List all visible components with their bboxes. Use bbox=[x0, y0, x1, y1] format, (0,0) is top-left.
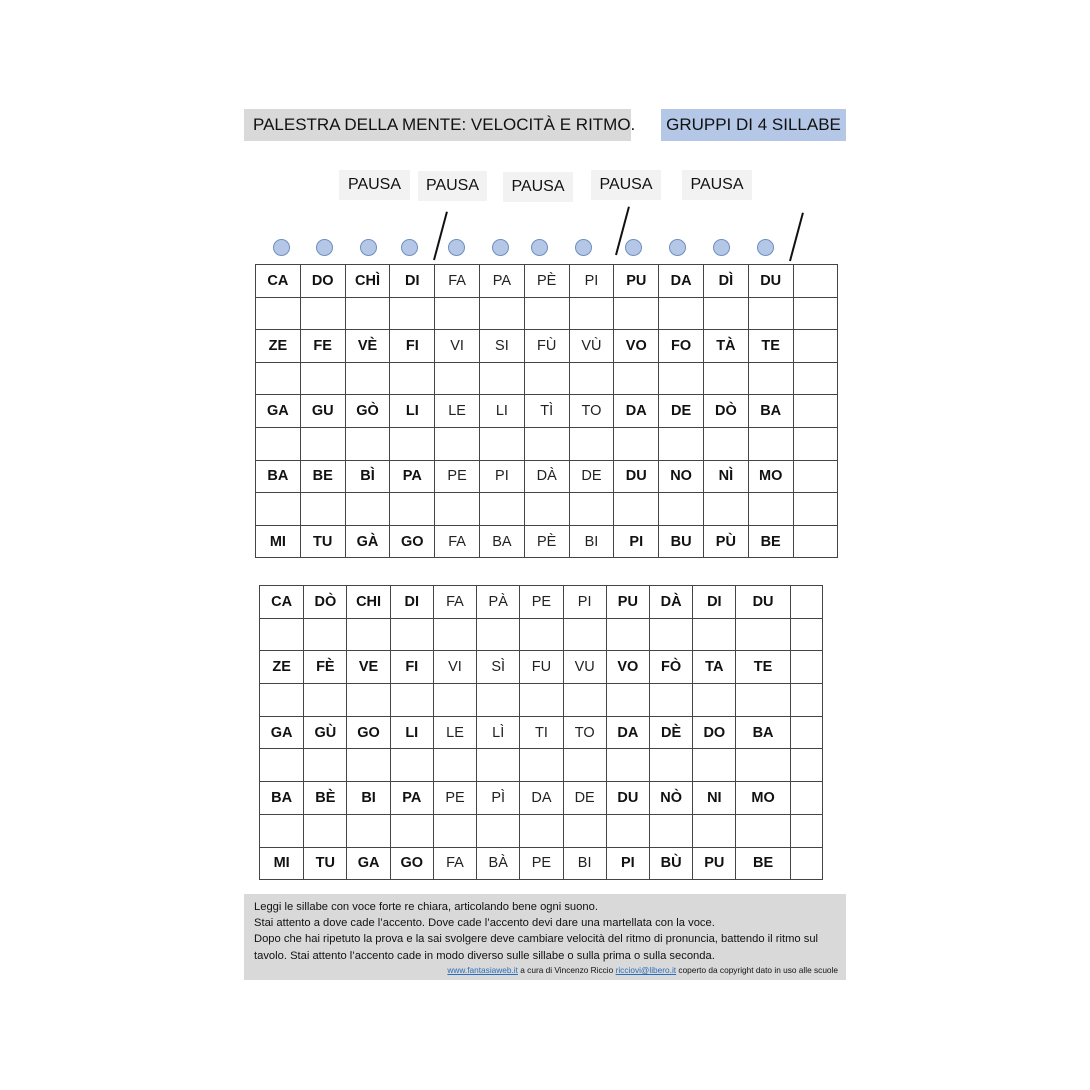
syllable-cell: DE bbox=[569, 460, 614, 493]
syllable-cell bbox=[256, 493, 301, 526]
syllable-cell bbox=[477, 814, 520, 847]
syllable-cell: SI bbox=[479, 330, 524, 363]
syllable-cell: TE bbox=[748, 330, 793, 363]
syllable-cell bbox=[569, 297, 614, 330]
syllable-cell bbox=[659, 362, 704, 395]
syllable-cell: DO bbox=[693, 716, 736, 749]
syllable-cell: BA bbox=[256, 460, 301, 493]
syllable-cell: DE bbox=[563, 782, 606, 815]
syllable-cell: PA bbox=[390, 460, 435, 493]
syllable-cell bbox=[606, 749, 649, 782]
syllable-cell bbox=[793, 493, 838, 526]
syllable-cell: PE bbox=[433, 782, 476, 815]
group-label: GRUPPI DI 4 SILLABE bbox=[661, 109, 846, 141]
grid-row bbox=[260, 618, 823, 651]
syllable-cell: FO bbox=[659, 330, 704, 363]
syllable-cell bbox=[479, 297, 524, 330]
syllable-cell: CHI bbox=[347, 586, 390, 619]
syllable-cell: BÈ bbox=[304, 782, 347, 815]
syllable-cell: GÙ bbox=[304, 716, 347, 749]
beat-dot bbox=[757, 239, 774, 256]
syllable-cell bbox=[563, 814, 606, 847]
syllable-cell: VÙ bbox=[569, 330, 614, 363]
beat-dot bbox=[492, 239, 509, 256]
syllable-cell: DA bbox=[606, 716, 649, 749]
copyright-note: coperto da copyright dato in uso alle scuole bbox=[676, 964, 838, 975]
syllable-cell bbox=[524, 362, 569, 395]
syllable-cell: PI bbox=[563, 586, 606, 619]
syllable-cell: DU bbox=[606, 782, 649, 815]
syllable-cell: VU bbox=[563, 651, 606, 684]
syllable-cell: FU bbox=[520, 651, 563, 684]
syllable-cell: TO bbox=[563, 716, 606, 749]
syllable-cell: BÀ bbox=[477, 847, 520, 880]
syllable-cell bbox=[347, 814, 390, 847]
syllable-cell: PE bbox=[435, 460, 480, 493]
syllable-cell: FE bbox=[300, 330, 345, 363]
syllable-cell: GA bbox=[260, 716, 304, 749]
syllable-cell: VI bbox=[433, 651, 476, 684]
syllable-cell bbox=[520, 684, 563, 717]
syllable-cell: PI bbox=[606, 847, 649, 880]
syllable-cell bbox=[433, 684, 476, 717]
syllable-cell bbox=[304, 684, 347, 717]
syllable-cell bbox=[435, 297, 480, 330]
syllable-cell: BE bbox=[748, 525, 793, 558]
syllable-cell: DI bbox=[390, 586, 433, 619]
syllable-cell bbox=[479, 493, 524, 526]
syllable-cell bbox=[748, 297, 793, 330]
syllable-cell bbox=[390, 618, 433, 651]
syllable-cell: VÈ bbox=[345, 330, 390, 363]
instruction-line: Stai attento a dove cade l’accento. Dove cade l’accento devi dare una martellata con la voce. bbox=[254, 917, 715, 930]
syllable-cell: DÒ bbox=[304, 586, 347, 619]
syllable-cell bbox=[304, 749, 347, 782]
syllable-cell: VE bbox=[347, 651, 390, 684]
syllable-cell: PU bbox=[606, 586, 649, 619]
syllable-cell bbox=[520, 749, 563, 782]
syllable-cell: TU bbox=[300, 525, 345, 558]
syllable-cell: PÈ bbox=[524, 525, 569, 558]
syllable-cell: PÌ bbox=[477, 782, 520, 815]
syllable-cell: DÀ bbox=[649, 586, 692, 619]
syllable-cell bbox=[260, 814, 304, 847]
syllable-cell bbox=[790, 618, 822, 651]
syllable-cell: GÀ bbox=[345, 525, 390, 558]
syllable-cell bbox=[790, 847, 822, 880]
syllable-cell: FI bbox=[390, 330, 435, 363]
syllable-cell: GU bbox=[300, 395, 345, 428]
syllable-cell bbox=[614, 493, 659, 526]
syllable-cell bbox=[693, 749, 736, 782]
syllable-cell: DU bbox=[736, 586, 790, 619]
syllable-cell: DÌ bbox=[703, 265, 748, 298]
syllable-cell: LI bbox=[390, 716, 433, 749]
syllable-cell bbox=[347, 749, 390, 782]
syllable-cell: BA bbox=[736, 716, 790, 749]
syllable-cell bbox=[703, 493, 748, 526]
grid-row bbox=[260, 847, 823, 880]
syllable-cell bbox=[793, 265, 838, 298]
syllable-cell: BU bbox=[659, 525, 704, 558]
syllable-cell bbox=[793, 330, 838, 363]
syllable-cell bbox=[693, 684, 736, 717]
beat-dot bbox=[713, 239, 730, 256]
syllable-cell bbox=[563, 618, 606, 651]
pause-slash bbox=[789, 212, 804, 261]
syllable-cell bbox=[793, 525, 838, 558]
syllable-cell: TO bbox=[569, 395, 614, 428]
syllable-cell bbox=[433, 814, 476, 847]
syllable-cell: BA bbox=[260, 782, 304, 815]
syllable-cell: DÈ bbox=[649, 716, 692, 749]
syllable-cell bbox=[569, 362, 614, 395]
syllable-cell: VO bbox=[614, 330, 659, 363]
syllable-cell: TÀ bbox=[703, 330, 748, 363]
syllable-cell bbox=[524, 493, 569, 526]
syllable-cell: PI bbox=[614, 525, 659, 558]
grid-row bbox=[260, 749, 823, 782]
pause-label: PAUSA bbox=[418, 171, 487, 201]
syllable-cell: PI bbox=[479, 460, 524, 493]
syllable-cell bbox=[345, 362, 390, 395]
syllable-cell: DI bbox=[693, 586, 736, 619]
grid-row bbox=[260, 651, 823, 684]
syllable-cell bbox=[606, 814, 649, 847]
syllable-cell bbox=[649, 749, 692, 782]
grid-row bbox=[256, 525, 838, 558]
syllable-cell: DÒ bbox=[703, 395, 748, 428]
syllable-cell bbox=[479, 362, 524, 395]
syllable-cell: PA bbox=[390, 782, 433, 815]
syllable-cell bbox=[390, 427, 435, 460]
syllable-cell bbox=[435, 427, 480, 460]
syllable-grid-2 bbox=[259, 585, 823, 880]
grid-row bbox=[256, 427, 838, 460]
page-title: PALESTRA DELLA MENTE: VELOCITÀ E RITMO. bbox=[244, 109, 631, 141]
syllable-cell bbox=[256, 362, 301, 395]
syllable-cell bbox=[793, 460, 838, 493]
syllable-cell: MI bbox=[256, 525, 301, 558]
syllable-cell bbox=[736, 684, 790, 717]
beat-dot bbox=[448, 239, 465, 256]
syllable-cell bbox=[614, 362, 659, 395]
syllable-cell bbox=[390, 684, 433, 717]
syllable-cell: LE bbox=[435, 395, 480, 428]
syllable-cell: LI bbox=[390, 395, 435, 428]
syllable-cell bbox=[790, 814, 822, 847]
grid-row bbox=[256, 493, 838, 526]
syllable-cell bbox=[790, 586, 822, 619]
syllable-cell bbox=[304, 618, 347, 651]
syllable-cell: DA bbox=[614, 395, 659, 428]
syllable-cell bbox=[703, 362, 748, 395]
syllable-cell bbox=[563, 684, 606, 717]
syllable-cell: PÀ bbox=[477, 586, 520, 619]
syllable-cell: BI bbox=[569, 525, 614, 558]
syllable-cell: BA bbox=[748, 395, 793, 428]
email-link[interactable]: ricciovi@libero.it bbox=[615, 964, 677, 975]
syllable-cell: GA bbox=[256, 395, 301, 428]
syllable-cell bbox=[736, 749, 790, 782]
syllable-cell: FA bbox=[435, 265, 480, 298]
grid-row bbox=[260, 716, 823, 749]
syllable-cell bbox=[659, 297, 704, 330]
syllable-cell bbox=[649, 684, 692, 717]
syllable-cell bbox=[435, 362, 480, 395]
syllable-cell bbox=[524, 427, 569, 460]
syllable-cell bbox=[569, 427, 614, 460]
syllable-cell: CA bbox=[260, 586, 304, 619]
syllable-cell bbox=[563, 749, 606, 782]
syllable-cell bbox=[345, 297, 390, 330]
syllable-cell: DO bbox=[300, 265, 345, 298]
syllable-cell bbox=[703, 297, 748, 330]
syllable-cell: ZE bbox=[256, 330, 301, 363]
syllable-cell bbox=[433, 618, 476, 651]
syllable-cell: MO bbox=[736, 782, 790, 815]
syllable-cell: BI bbox=[563, 847, 606, 880]
syllable-cell: TI bbox=[520, 716, 563, 749]
syllable-cell bbox=[748, 427, 793, 460]
syllable-cell bbox=[793, 297, 838, 330]
website-link[interactable]: www.fantasiaweb.it bbox=[447, 964, 518, 975]
syllable-cell: FI bbox=[390, 651, 433, 684]
beat-dot bbox=[575, 239, 592, 256]
syllable-cell: VI bbox=[435, 330, 480, 363]
syllable-cell bbox=[345, 427, 390, 460]
syllable-cell bbox=[390, 814, 433, 847]
syllable-cell bbox=[693, 814, 736, 847]
syllable-cell: DI bbox=[390, 265, 435, 298]
syllable-cell bbox=[300, 493, 345, 526]
beat-dot bbox=[625, 239, 642, 256]
syllable-cell bbox=[614, 427, 659, 460]
syllable-cell bbox=[736, 618, 790, 651]
syllable-cell bbox=[736, 814, 790, 847]
grid-row bbox=[256, 265, 838, 298]
syllable-cell bbox=[524, 297, 569, 330]
syllable-cell bbox=[748, 493, 793, 526]
syllable-cell bbox=[256, 427, 301, 460]
syllable-cell: DE bbox=[659, 395, 704, 428]
syllable-cell: GO bbox=[390, 847, 433, 880]
syllable-cell bbox=[649, 618, 692, 651]
grid-row bbox=[256, 460, 838, 493]
syllable-cell: TA bbox=[693, 651, 736, 684]
syllable-cell bbox=[790, 749, 822, 782]
syllable-cell: DU bbox=[748, 265, 793, 298]
syllable-cell bbox=[520, 618, 563, 651]
syllable-cell bbox=[435, 493, 480, 526]
syllable-cell: BÙ bbox=[649, 847, 692, 880]
syllable-cell bbox=[790, 782, 822, 815]
syllable-cell: NÒ bbox=[649, 782, 692, 815]
syllable-cell: FA bbox=[433, 586, 476, 619]
syllable-cell: SÌ bbox=[477, 651, 520, 684]
syllable-cell: BÌ bbox=[345, 460, 390, 493]
syllable-cell: BE bbox=[736, 847, 790, 880]
syllable-cell: LI bbox=[479, 395, 524, 428]
syllable-cell: PÙ bbox=[703, 525, 748, 558]
grid-row bbox=[260, 684, 823, 717]
syllable-cell: BI bbox=[347, 782, 390, 815]
syllable-cell bbox=[304, 814, 347, 847]
syllable-cell: GO bbox=[390, 525, 435, 558]
syllable-cell bbox=[569, 493, 614, 526]
beat-dot bbox=[273, 239, 290, 256]
syllable-cell bbox=[790, 651, 822, 684]
beat-dot bbox=[316, 239, 333, 256]
syllable-cell: CA bbox=[256, 265, 301, 298]
syllable-cell bbox=[614, 297, 659, 330]
syllable-cell: MI bbox=[260, 847, 304, 880]
syllable-cell: TU bbox=[304, 847, 347, 880]
syllable-cell: DÀ bbox=[524, 460, 569, 493]
beat-dot bbox=[401, 239, 418, 256]
syllable-cell bbox=[477, 749, 520, 782]
syllable-cell bbox=[390, 362, 435, 395]
instructions-box bbox=[244, 894, 846, 980]
syllable-cell: GA bbox=[347, 847, 390, 880]
syllable-cell bbox=[347, 618, 390, 651]
syllable-cell: NO bbox=[659, 460, 704, 493]
syllable-cell bbox=[300, 297, 345, 330]
syllable-cell: CHÌ bbox=[345, 265, 390, 298]
syllable-cell bbox=[520, 814, 563, 847]
beat-dot bbox=[669, 239, 686, 256]
syllable-cell bbox=[790, 716, 822, 749]
grid-row bbox=[256, 297, 838, 330]
syllable-cell: PE bbox=[520, 847, 563, 880]
credits bbox=[447, 962, 838, 978]
pause-label: PAUSA bbox=[682, 170, 752, 200]
syllable-cell bbox=[477, 684, 520, 717]
syllable-cell: BA bbox=[479, 525, 524, 558]
syllable-cell: FÒ bbox=[649, 651, 692, 684]
syllable-cell: FA bbox=[435, 525, 480, 558]
syllable-cell bbox=[793, 395, 838, 428]
syllable-cell: FA bbox=[433, 847, 476, 880]
syllable-cell: PA bbox=[479, 265, 524, 298]
syllable-cell: DU bbox=[614, 460, 659, 493]
syllable-cell bbox=[300, 362, 345, 395]
grid-row bbox=[256, 395, 838, 428]
syllable-cell bbox=[345, 493, 390, 526]
syllable-cell bbox=[606, 618, 649, 651]
pause-label: PAUSA bbox=[591, 170, 661, 200]
instruction-line: Dopo che hai ripetuto la prova e la sai svolgere deve cambiare velocità del ritmo di pronuncia, battendo il ritmo sul tavolo. Stai attento l’accento cade in modo diverso sulle sillabe o sulla prima o sulla seconda. bbox=[254, 933, 819, 962]
syllable-cell bbox=[479, 427, 524, 460]
syllable-cell: TÌ bbox=[524, 395, 569, 428]
syllable-cell bbox=[703, 427, 748, 460]
syllable-cell bbox=[390, 297, 435, 330]
syllable-cell bbox=[300, 427, 345, 460]
syllable-cell: PU bbox=[614, 265, 659, 298]
grid-row bbox=[260, 782, 823, 815]
syllable-cell: LE bbox=[433, 716, 476, 749]
syllable-cell bbox=[793, 362, 838, 395]
syllable-cell bbox=[390, 749, 433, 782]
syllable-cell bbox=[260, 618, 304, 651]
pause-label: PAUSA bbox=[339, 170, 410, 200]
syllable-cell bbox=[748, 362, 793, 395]
syllable-cell bbox=[433, 749, 476, 782]
syllable-cell bbox=[606, 684, 649, 717]
syllable-cell bbox=[256, 297, 301, 330]
syllable-cell: NÌ bbox=[703, 460, 748, 493]
syllable-cell bbox=[477, 618, 520, 651]
syllable-cell bbox=[659, 493, 704, 526]
syllable-cell: DA bbox=[520, 782, 563, 815]
syllable-cell: PI bbox=[569, 265, 614, 298]
syllable-cell bbox=[260, 684, 304, 717]
syllable-cell: LÌ bbox=[477, 716, 520, 749]
syllable-cell: FÈ bbox=[304, 651, 347, 684]
grid-row bbox=[260, 814, 823, 847]
beat-dot bbox=[531, 239, 548, 256]
syllable-cell: NI bbox=[693, 782, 736, 815]
pause-label: PAUSA bbox=[503, 172, 573, 202]
syllable-cell bbox=[793, 427, 838, 460]
syllable-cell bbox=[790, 684, 822, 717]
grid-row bbox=[256, 330, 838, 363]
pause-slash bbox=[433, 211, 448, 260]
syllable-cell bbox=[659, 427, 704, 460]
syllable-cell: MO bbox=[748, 460, 793, 493]
syllable-grid-1 bbox=[255, 264, 838, 558]
syllable-cell: PÈ bbox=[524, 265, 569, 298]
syllable-cell: FÙ bbox=[524, 330, 569, 363]
syllable-cell bbox=[390, 493, 435, 526]
beat-dot bbox=[360, 239, 377, 256]
syllable-cell: BE bbox=[300, 460, 345, 493]
author-credit: a cura di Vincenzo Riccio bbox=[517, 964, 616, 975]
grid-row bbox=[260, 586, 823, 619]
syllable-cell: PU bbox=[693, 847, 736, 880]
syllable-cell: TE bbox=[736, 651, 790, 684]
syllable-cell bbox=[693, 618, 736, 651]
syllable-cell: DA bbox=[659, 265, 704, 298]
syllable-cell bbox=[649, 814, 692, 847]
syllable-cell: GÒ bbox=[345, 395, 390, 428]
syllable-cell: GO bbox=[347, 716, 390, 749]
instruction-line: Leggi le sillabe con voce forte re chiara, articolando bene ogni suono. bbox=[254, 901, 598, 913]
syllable-cell: PE bbox=[520, 586, 563, 619]
syllable-cell bbox=[347, 684, 390, 717]
syllable-cell: ZE bbox=[260, 651, 304, 684]
syllable-cell bbox=[260, 749, 304, 782]
grid-row bbox=[256, 362, 838, 395]
syllable-cell: VO bbox=[606, 651, 649, 684]
